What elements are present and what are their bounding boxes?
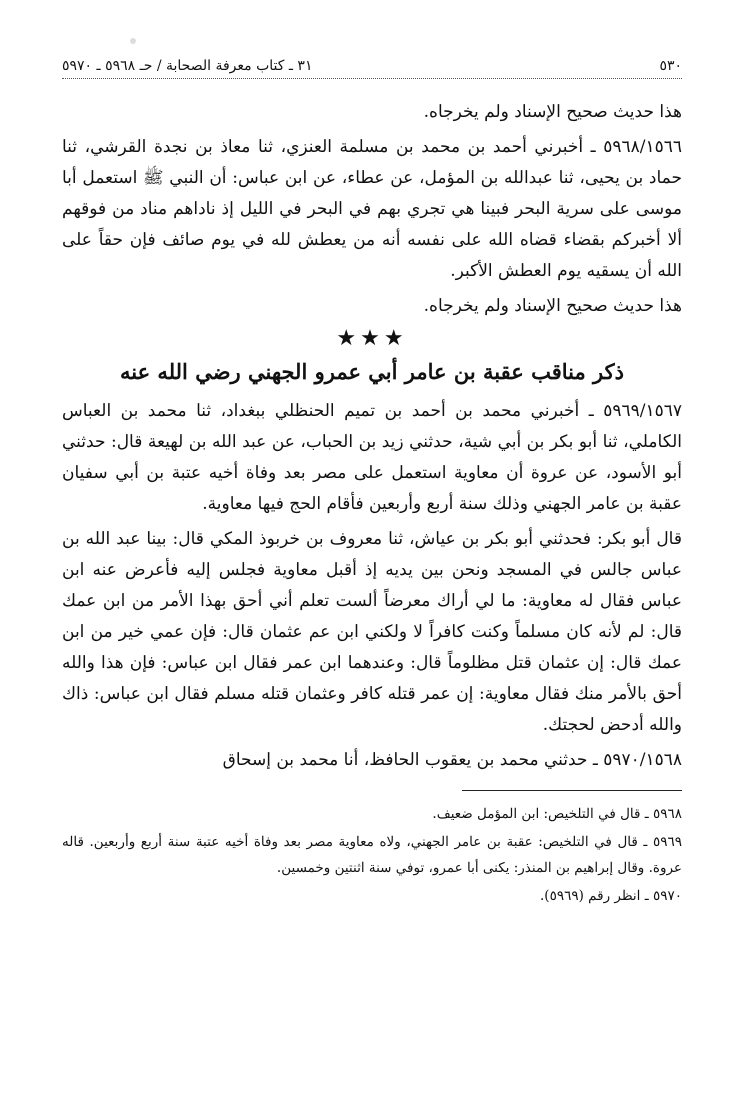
book-page bbox=[62, 58, 682, 911]
paper-stain bbox=[130, 38, 136, 44]
section-separator: ★★★ bbox=[336, 326, 408, 351]
footnote-5970: ٥٩٧٠ ـ انظر رقم (٥٩٦٩). bbox=[540, 888, 682, 904]
paragraph-abu-bakr-narration: قال أبو بكر: فحدثني أبو بكر بن عياش، ثنا معروف بن خربوذ المكي قال: بينا عبد الله بن عباس جالس في المسجد ونحن بين يديه إذ أقبل معاوية فجلس إليه فأعرض عنه ابن عباس فقال له معاوية: ما لي أراك معرضاً ألست تعلم أني أحق بهذا الأمر من ابن عمك قال: لم لأنه كان مسلماً وكنت كافراً لا ولكني ابن عم عثمان قال: فإن عمي خير من ابن عمك قال: إن عثمان قتل مظلوماً قال: وعندهما ابن عمر فقال ابن عباس: فإن هذا والله أحق بالأمر منك فقال معاوية: إن عمر قتله كافر وعثمان قتله مسلم فقال ابن عباس: ذاك والله أدحض لحجتك. bbox=[62, 529, 682, 735]
paragraph-hadith-verdict-1: هذا حديث صحيح الإسناد ولم يخرجاه. bbox=[423, 102, 682, 122]
section-heading: ذكر مناقب عقبة بن عامر أبي عمرو الجهني رضي الله عنه bbox=[120, 359, 624, 384]
footnote-divider bbox=[462, 790, 682, 791]
paragraph-hadith-5970: ٥٩٧٠/١٥٦٨ ـ حدثني محمد بن يعقوب الحافظ، أنا محمد بن إسحاق bbox=[222, 750, 682, 770]
footnote-5969: ٥٩٦٩ ـ قال في التلخيص: عقبة بن عامر الجهني، ولاه معاوية مصر بعد وفاة أخيه عتبة سنة أربع وأربعين. قاله عروة. وقال إبراهيم بن المنذر: يكنى أبا عمرو، توفي سنة اثنتين وخمسين. bbox=[62, 834, 682, 876]
running-header bbox=[62, 58, 682, 79]
paragraph-hadith-5969: ٥٩٦٩/١٥٦٧ ـ أخبرني محمد بن أحمد بن تميم الحنظلي ببغداد، ثنا محمد بن العباس الكاملي، ثنا أبو بكر بن أبي شية، حدثني زيد بن الحباب، عن عبد الله بن لهيعة قال: حدثني أبو الأسود، عن عروة أن معاوية استعمل على مصر بعد وفاة أخيه عتبة بن أبي سفيان عقبة بن عامر الجهني وذلك سنة أربع وأربعين فأقام الحج فيها معاوية. bbox=[62, 401, 682, 514]
paragraph-hadith-verdict-2: هذا حديث صحيح الإسناد ولم يخرجاه. bbox=[423, 296, 682, 316]
footnote-5968: ٥٩٦٨ ـ قال في التلخيص: ابن المؤمل ضعيف. bbox=[432, 806, 682, 822]
footnotes bbox=[62, 801, 682, 909]
page-number: ٥٣٠ bbox=[659, 58, 682, 74]
paragraph-hadith-5968: ٥٩٦٨/١٥٦٦ ـ أخبرني أحمد بن محمد بن مسلمة العنزي، ثنا معاذ بن نجدة القرشي، ثنا حماد بن يحيى، ثنا عبدالله بن المؤمل، عن عطاء، عن ابن عباس: أن النبي ﷺ استعمل أبا موسى على سرية البحر فبينا هي تجري بهم في البحر في الليل إذ ناداهم مناد من فوقهم ألا أخبركم بقضاء قضاه الله على نفسه أنه من يعطش لله في يوم صائف فإن حقاً على الله أن يسقيه يوم العطش الأكبر. bbox=[62, 137, 682, 281]
running-title: ٣١ ـ كتاب معرفة الصحابة / حـ ٥٩٦٨ ـ ٥٩٧٠ bbox=[62, 58, 313, 74]
main-text bbox=[62, 97, 682, 776]
